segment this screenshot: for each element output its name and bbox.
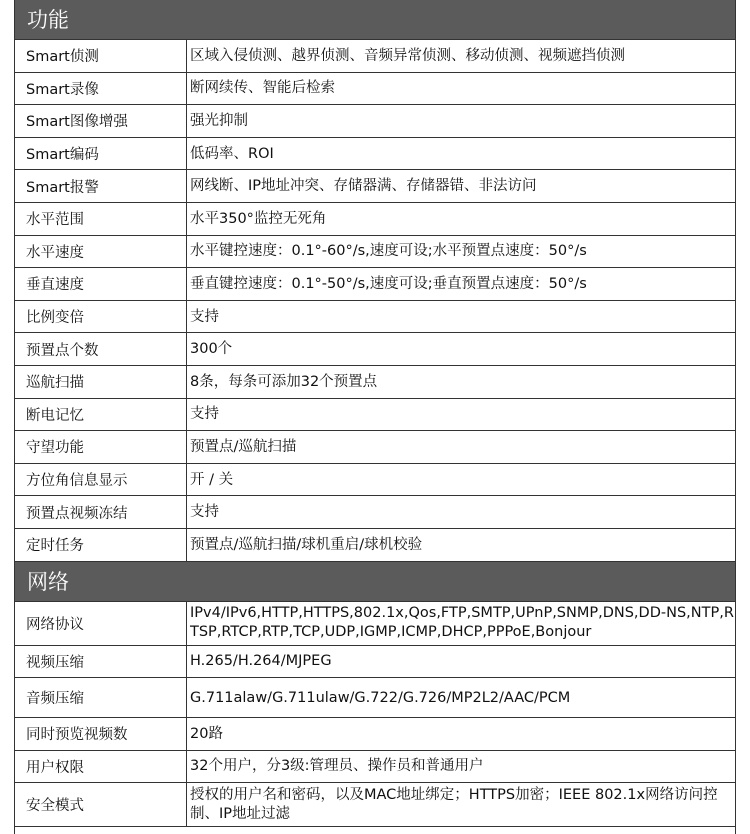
table-row xyxy=(15,73,735,106)
table-row xyxy=(15,496,735,529)
table-row xyxy=(15,431,735,464)
table-row xyxy=(15,333,735,366)
table-row xyxy=(15,138,735,171)
row-label: 巡航扫描 xyxy=(15,366,187,398)
row-value: 开 / 关 xyxy=(190,471,234,488)
row-label: Smart图像增强 xyxy=(15,105,187,137)
row-label: 视频压缩 xyxy=(15,646,187,678)
table-row xyxy=(15,170,735,203)
row-label: 水平速度 xyxy=(15,236,187,268)
row-value: 水平350°监控无死角 xyxy=(190,210,327,227)
row-value: IPv4/IPv6,HTTP,HTTPS,802.1x,Qos,FTP,SMTP,UPnP,SNMP,DNS,DD-NS,NTP,RTSP,RTCP,RTP,TCP,UDP,IGMP,ICMP,DHCP,PPPoE,Bonjour xyxy=(190,605,734,640)
table-row xyxy=(15,203,735,236)
row-value: 强光抑制 xyxy=(190,112,248,129)
row-label: 音频压缩 xyxy=(15,678,187,717)
row-label: 安全模式 xyxy=(15,783,187,826)
row-value: 支持 xyxy=(190,406,219,423)
row-value: H.265/H.264/MJPEG xyxy=(190,653,332,670)
table-row xyxy=(15,646,735,679)
table-row xyxy=(15,529,735,562)
row-label: Smart报警 xyxy=(15,170,187,202)
row-label: 垂直速度 xyxy=(15,268,187,300)
row-label: 预置点视频冻结 xyxy=(15,496,187,528)
row-label: 守望功能 xyxy=(15,431,187,463)
row-value: 低码率、ROI xyxy=(190,145,274,162)
row-label: 断电记忆 xyxy=(15,399,187,431)
table-row xyxy=(15,783,735,827)
row-value: 支持 xyxy=(190,308,219,325)
table-row xyxy=(15,236,735,269)
row-label: 水平范围 xyxy=(15,203,187,235)
table-row xyxy=(15,464,735,497)
table-row xyxy=(15,40,735,73)
table-row xyxy=(15,268,735,301)
row-value: 垂直键控速度：0.1°-50°/s,速度可设;垂直预置点速度：50°/s xyxy=(190,275,587,292)
row-label: 同时预览视频数 xyxy=(15,718,187,750)
row-label: Smart编码 xyxy=(15,138,187,170)
row-value: 20路 xyxy=(190,725,223,742)
table-row xyxy=(15,678,735,718)
row-value: 水平键控速度：0.1°-60°/s,速度可设;水平预置点速度：50°/s xyxy=(190,243,587,260)
section-header-network: 网络 xyxy=(15,562,735,602)
table-row xyxy=(15,751,735,784)
table-row xyxy=(15,399,735,432)
table-row xyxy=(15,718,735,751)
row-value: 8条，每条可添加32个预置点 xyxy=(190,373,378,390)
section-header-functions: 功能 xyxy=(15,0,735,40)
row-value: 预置点/巡航扫描 xyxy=(190,438,297,455)
row-label: Smart侦测 xyxy=(15,40,187,72)
row-value: 断网续传、智能后检索 xyxy=(190,80,335,97)
row-value: 32个用户，分3级:管理员、操作员和普通用户 xyxy=(190,758,484,775)
row-label: 定时任务 xyxy=(15,529,187,561)
row-value: 网线断、IP地址冲突、存储器满、存储器错、非法访问 xyxy=(190,178,537,195)
row-label: 预置点个数 xyxy=(15,333,187,365)
row-label: 用户权限 xyxy=(15,751,187,783)
row-label: 比例变倍 xyxy=(15,301,187,333)
row-label: 网络协议 xyxy=(15,602,187,645)
spec-sheet xyxy=(14,0,736,834)
row-value: 300个 xyxy=(190,341,233,358)
row-value: 支持 xyxy=(190,504,219,521)
row-label: Smart录像 xyxy=(15,73,187,105)
table-row xyxy=(15,105,735,138)
row-value: 区域入侵侦测、越界侦测、音频异常侦测、移动侦测、视频遮挡侦测 xyxy=(190,47,625,64)
table-row xyxy=(15,602,735,646)
row-label: 方位角信息显示 xyxy=(15,464,187,496)
row-value: 授权的用户名和密码，以及MAC地址绑定；HTTPS加密；IEEE 802.1x网络访问控制、IP地址过滤 xyxy=(190,786,718,822)
row-value: 预置点/巡航扫描/球机重启/球机校验 xyxy=(190,536,423,553)
row-value: G.711alaw/G.711ulaw/G.722/G.726/MP2L2/AAC/PCM xyxy=(190,689,571,706)
table-row xyxy=(15,366,735,399)
table-row xyxy=(15,301,735,334)
